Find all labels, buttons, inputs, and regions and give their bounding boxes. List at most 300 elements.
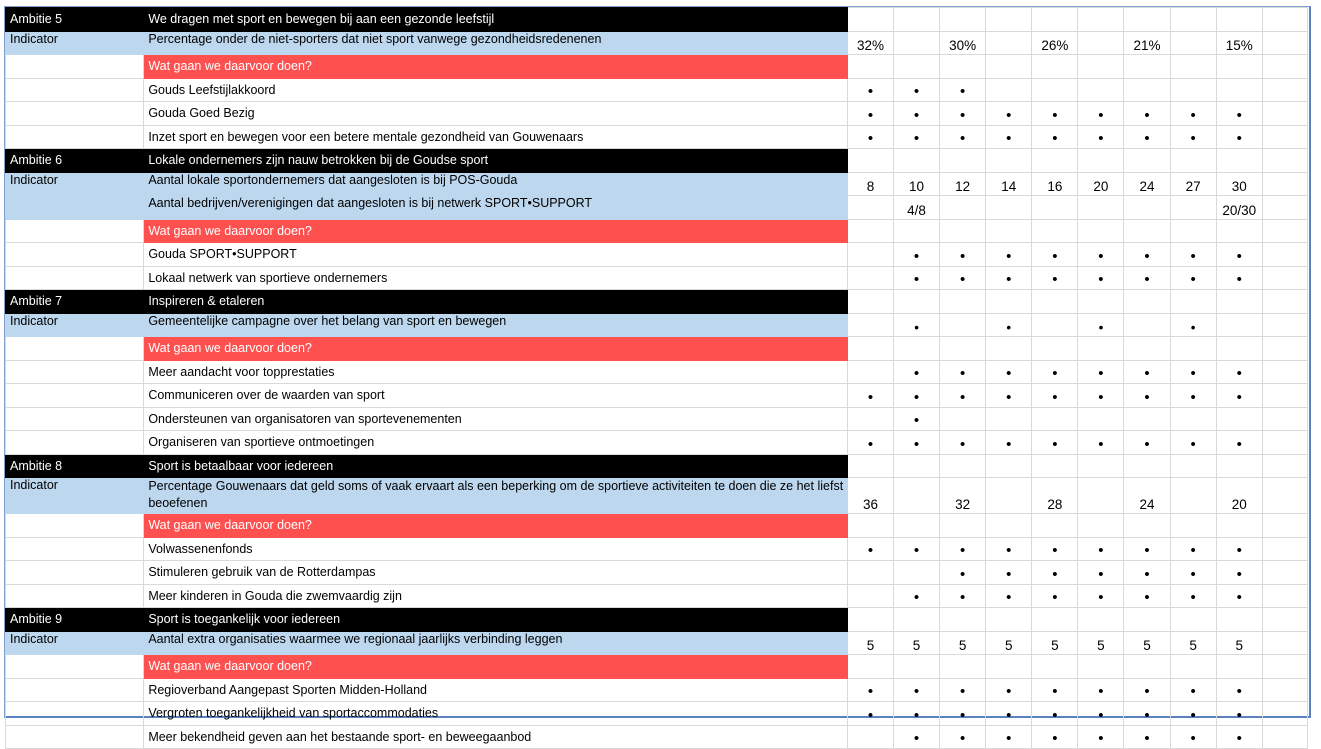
indicator-value[interactable]: 20/30 [1216,196,1262,220]
value-cell[interactable] [1216,407,1262,431]
indicator-value[interactable]: 30% [940,31,986,55]
empty-cell[interactable] [6,431,144,455]
indicator-value[interactable]: • [894,313,940,337]
indicator-value[interactable]: 5 [1170,631,1216,655]
empty-cell[interactable] [1262,407,1307,431]
value-cell[interactable] [986,149,1032,173]
indicator-text[interactable]: Gemeentelijke campagne over het belang van sport en bewegen [144,313,848,337]
bullet-mark[interactable]: • [1078,584,1124,608]
bullet-mark[interactable]: • [986,584,1032,608]
bullet-mark[interactable]: • [1216,678,1262,702]
empty-cell[interactable] [1262,584,1307,608]
value-cell[interactable] [1216,8,1262,32]
bullet-mark[interactable]: • [986,125,1032,149]
bullet-mark[interactable]: • [1124,725,1170,749]
bullet-mark[interactable]: • [894,266,940,290]
bullet-mark[interactable]: • [894,537,940,561]
value-cell[interactable] [894,514,940,538]
value-cell[interactable] [1078,454,1124,478]
empty-cell[interactable] [6,655,144,679]
value-cell[interactable] [986,290,1032,314]
bullet-mark[interactable]: • [1216,243,1262,267]
value-cell[interactable] [986,219,1032,243]
action-text[interactable]: Gouda Goed Bezig [144,102,848,126]
bullet-mark[interactable]: • [986,431,1032,455]
indicator-value[interactable]: 14 [986,172,1032,196]
value-cell[interactable] [1078,337,1124,361]
indicator-value[interactable]: 4/8 [894,196,940,220]
bullet-mark[interactable]: • [1032,431,1078,455]
bullet-mark[interactable]: • [986,678,1032,702]
indicator-text[interactable]: Aantal lokale sportondernemers dat aangesloten is bij POS-Gouda [144,172,848,196]
empty-cell[interactable] [6,219,144,243]
value-cell[interactable] [847,219,893,243]
value-cell[interactable] [1170,219,1216,243]
bullet-mark[interactable]: • [847,125,893,149]
indicator-value[interactable]: 28 [1032,478,1078,514]
empty-cell[interactable] [6,678,144,702]
indicator-value[interactable]: 5 [847,631,893,655]
empty-cell[interactable] [1262,678,1307,702]
bullet-mark[interactable]: • [1078,431,1124,455]
value-cell[interactable] [847,55,893,79]
value-cell[interactable] [1124,454,1170,478]
bullet-mark[interactable]: • [940,431,986,455]
indicator-value[interactable]: 20 [1216,478,1262,514]
value-cell[interactable] [1032,8,1078,32]
value-cell[interactable] [986,55,1032,79]
indicator-value[interactable]: • [1170,313,1216,337]
action-text[interactable]: Gouds Leefstijlakkoord [144,78,848,102]
indicator-value[interactable]: • [1078,313,1124,337]
empty-cell[interactable] [6,725,144,749]
empty-cell[interactable] [1262,655,1307,679]
bullet-mark[interactable]: • [1124,384,1170,408]
value-cell[interactable] [940,219,986,243]
empty-cell[interactable] [1262,78,1307,102]
indicator-value[interactable]: 12 [940,172,986,196]
value-cell[interactable] [1170,149,1216,173]
bullet-mark[interactable]: • [894,102,940,126]
value-cell[interactable] [1216,454,1262,478]
value-cell[interactable] [1216,655,1262,679]
action-header[interactable]: Wat gaan we daarvoor doen? [144,514,848,538]
value-cell[interactable] [1078,8,1124,32]
bullet-mark[interactable]: • [847,537,893,561]
indicator-value[interactable] [1170,31,1216,55]
value-cell[interactable] [894,290,940,314]
empty-cell[interactable] [1262,337,1307,361]
bullet-mark[interactable]: • [847,384,893,408]
bullet-mark[interactable]: • [940,125,986,149]
bullet-mark[interactable]: • [894,360,940,384]
empty-cell[interactable] [6,266,144,290]
value-cell[interactable] [1032,514,1078,538]
bullet-mark[interactable]: • [1170,125,1216,149]
bullet-mark[interactable]: • [940,561,986,585]
action-text[interactable]: Meer kinderen in Gouda die zwemvaardig zijn [144,584,848,608]
bullet-mark[interactable]: • [1124,537,1170,561]
empty-cell[interactable] [6,514,144,538]
bullet-mark[interactable]: • [940,384,986,408]
value-cell[interactable] [847,149,893,173]
empty-cell[interactable] [6,102,144,126]
bullet-mark[interactable]: • [1216,561,1262,585]
action-text[interactable]: Organiseren van sportieve ontmoetingen [144,431,848,455]
indicator-value[interactable]: 15% [1216,31,1262,55]
indicator-value[interactable] [1078,478,1124,514]
value-cell[interactable] [847,8,893,32]
ambitie-label[interactable]: Ambitie 8 [6,454,144,478]
indicator-value[interactable]: 36 [847,478,893,514]
value-cell[interactable] [986,407,1032,431]
value-cell[interactable] [1078,514,1124,538]
bullet-mark[interactable]: • [940,584,986,608]
value-cell[interactable] [847,337,893,361]
empty-cell[interactable] [1262,243,1307,267]
bullet-mark[interactable]: • [1078,561,1124,585]
ambitie-label[interactable]: Ambitie 7 [6,290,144,314]
value-cell[interactable] [1170,8,1216,32]
empty-cell[interactable] [1262,172,1307,196]
bullet-mark[interactable]: • [1170,678,1216,702]
bullet-mark[interactable]: • [940,102,986,126]
bullet-mark[interactable]: • [940,360,986,384]
empty-cell[interactable] [1262,196,1307,220]
empty-cell[interactable] [6,407,144,431]
indicator-value[interactable]: 5 [1124,631,1170,655]
bullet-mark[interactable]: • [847,78,893,102]
value-cell[interactable] [986,8,1032,32]
empty-cell[interactable] [1262,219,1307,243]
empty-cell[interactable] [1262,31,1307,55]
empty-cell[interactable] [6,384,144,408]
bullet-mark[interactable]: • [1078,678,1124,702]
value-cell[interactable] [847,608,893,632]
value-cell[interactable] [894,337,940,361]
bullet-mark[interactable]: • [1170,431,1216,455]
bullet-mark[interactable]: • [894,702,940,726]
value-cell[interactable] [1032,655,1078,679]
ambitie-title[interactable]: Lokale ondernemers zijn nauw betrokken bij de Goudse sport [144,149,848,173]
indicator-value[interactable]: 32% [847,31,893,55]
indicator-label[interactable]: Indicator [6,313,144,337]
indicator-value[interactable]: 27 [1170,172,1216,196]
value-cell[interactable] [894,55,940,79]
empty-cell[interactable] [1262,514,1307,538]
value-cell[interactable] [847,725,893,749]
indicator-value[interactable] [986,31,1032,55]
indicator-value[interactable]: 5 [1078,631,1124,655]
ambitie-label[interactable]: Ambitie 6 [6,149,144,173]
empty-cell[interactable] [6,360,144,384]
empty-cell[interactable] [6,243,144,267]
value-cell[interactable] [1078,655,1124,679]
action-text[interactable]: Volwassenenfonds [144,537,848,561]
indicator-value[interactable] [940,313,986,337]
empty-cell[interactable] [1262,290,1307,314]
bullet-mark[interactable]: • [1170,384,1216,408]
bullet-mark[interactable]: • [1124,678,1170,702]
empty-cell[interactable] [1262,454,1307,478]
bullet-mark[interactable]: • [1216,384,1262,408]
bullet-mark[interactable]: • [1170,537,1216,561]
indicator-label[interactable]: Indicator [6,172,144,196]
bullet-mark[interactable]: • [1124,102,1170,126]
bullet-mark[interactable]: • [986,561,1032,585]
value-cell[interactable] [847,243,893,267]
empty-cell[interactable] [1262,431,1307,455]
value-cell[interactable] [940,514,986,538]
value-cell[interactable] [847,360,893,384]
value-cell[interactable] [894,219,940,243]
bullet-mark[interactable]: • [1032,725,1078,749]
bullet-mark[interactable]: • [1032,384,1078,408]
bullet-mark[interactable]: • [1124,584,1170,608]
bullet-mark[interactable]: • [940,266,986,290]
bullet-mark[interactable]: • [1216,360,1262,384]
value-cell[interactable] [1032,149,1078,173]
value-cell[interactable] [847,290,893,314]
value-cell[interactable] [894,8,940,32]
bullet-mark[interactable]: • [1078,384,1124,408]
indicator-value[interactable] [1078,31,1124,55]
value-cell[interactable] [940,337,986,361]
bullet-mark[interactable]: • [1170,561,1216,585]
bullet-mark[interactable]: • [1216,537,1262,561]
empty-cell[interactable] [1262,702,1307,726]
indicator-value[interactable]: 20 [1078,172,1124,196]
bullet-mark[interactable]: • [1124,431,1170,455]
indicator-value[interactable]: 21% [1124,31,1170,55]
bullet-mark[interactable]: • [1170,266,1216,290]
indicator-value[interactable] [847,196,893,220]
bullet-mark[interactable]: • [1078,537,1124,561]
value-cell[interactable] [1170,290,1216,314]
value-cell[interactable] [1124,8,1170,32]
action-text[interactable]: Regioverband Aangepast Sporten Midden-Holland [144,678,848,702]
indicator-value[interactable] [1032,313,1078,337]
value-cell[interactable] [1032,608,1078,632]
bullet-mark[interactable]: • [1078,266,1124,290]
indicator-value[interactable]: 10 [894,172,940,196]
bullet-mark[interactable]: • [986,384,1032,408]
action-text[interactable]: Stimuleren gebruik van de Rotterdampas [144,561,848,585]
value-cell[interactable] [1170,55,1216,79]
bullet-mark[interactable]: • [1216,702,1262,726]
value-cell[interactable] [847,584,893,608]
value-cell[interactable] [1124,290,1170,314]
indicator-value[interactable]: 30 [1216,172,1262,196]
value-cell[interactable] [1170,454,1216,478]
bullet-mark[interactable]: • [1032,702,1078,726]
value-cell[interactable] [940,407,986,431]
bullet-mark[interactable]: • [894,125,940,149]
ambitie-title[interactable]: We dragen met sport en bewegen bij aan een gezonde leefstijl [144,8,848,32]
bullet-mark[interactable]: • [1032,561,1078,585]
empty-cell[interactable] [6,55,144,79]
indicator-text[interactable]: Percentage onder de niet-sporters dat niet sport vanwege gezondheidsredenenen [144,31,848,55]
empty-cell[interactable] [1262,360,1307,384]
action-header[interactable]: Wat gaan we daarvoor doen? [144,55,848,79]
value-cell[interactable] [847,514,893,538]
bullet-mark[interactable]: • [1170,102,1216,126]
value-cell[interactable] [1124,337,1170,361]
value-cell[interactable] [1170,407,1216,431]
empty-cell[interactable] [6,561,144,585]
indicator-value[interactable]: • [986,313,1032,337]
ambitie-title[interactable]: Sport is betaalbaar voor iedereen [144,454,848,478]
value-cell[interactable] [1124,55,1170,79]
empty-cell[interactable] [1262,8,1307,32]
bullet-mark[interactable]: • [894,725,940,749]
indicator-value[interactable] [1032,196,1078,220]
value-cell[interactable] [894,655,940,679]
bullet-mark[interactable]: • [894,243,940,267]
bullet-mark[interactable]: • [1032,360,1078,384]
value-cell[interactable] [940,290,986,314]
value-cell[interactable] [847,454,893,478]
bullet-mark[interactable]: • [1124,561,1170,585]
action-text[interactable]: Gouda SPORT•SUPPORT [144,243,848,267]
indicator-value[interactable]: 5 [940,631,986,655]
bullet-mark[interactable]: • [1078,702,1124,726]
value-cell[interactable] [1216,219,1262,243]
value-cell[interactable] [894,608,940,632]
value-cell[interactable] [1124,514,1170,538]
action-text[interactable]: Communiceren over de waarden van sport [144,384,848,408]
bullet-mark[interactable]: • [1032,125,1078,149]
indicator-value[interactable]: 24 [1124,478,1170,514]
value-cell[interactable] [986,454,1032,478]
value-cell[interactable] [894,561,940,585]
bullet-mark[interactable]: • [894,431,940,455]
bullet-mark[interactable]: • [940,702,986,726]
indicator-value[interactable] [1216,313,1262,337]
bullet-mark[interactable]: • [1032,584,1078,608]
bullet-mark[interactable]: • [1216,725,1262,749]
ambitie-label[interactable]: Ambitie 5 [6,8,144,32]
bullet-mark[interactable]: • [940,678,986,702]
indicator-label[interactable]: Indicator [6,478,144,514]
empty-cell[interactable] [1262,561,1307,585]
indicator-value[interactable] [1124,196,1170,220]
bullet-mark[interactable]: • [940,243,986,267]
value-cell[interactable] [1170,337,1216,361]
indicator-text[interactable]: Percentage Gouwenaars dat geld soms of vaak ervaart als een beperking om de sportieve activiteiten te doen die ze het liefst beoefenen [144,478,848,514]
indicator-value[interactable] [894,478,940,514]
empty-cell[interactable] [6,337,144,361]
bullet-mark[interactable]: • [986,702,1032,726]
bullet-mark[interactable]: • [1216,102,1262,126]
empty-cell[interactable] [1262,313,1307,337]
action-text[interactable]: Lokaal netwerk van sportieve ondernemers [144,266,848,290]
value-cell[interactable] [986,514,1032,538]
indicator-label[interactable] [6,196,144,220]
indicator-value[interactable] [1124,313,1170,337]
empty-cell[interactable] [1262,537,1307,561]
indicator-value[interactable] [986,478,1032,514]
empty-cell[interactable] [1262,102,1307,126]
action-text[interactable]: Vergroten toegankelijkheid van sportaccommodaties [144,702,848,726]
value-cell[interactable] [940,454,986,478]
bullet-mark[interactable]: • [847,431,893,455]
indicator-value[interactable] [847,313,893,337]
value-cell[interactable] [847,407,893,431]
value-cell[interactable] [1032,55,1078,79]
bullet-mark[interactable]: • [894,584,940,608]
bullet-mark[interactable]: • [986,266,1032,290]
indicator-value[interactable]: 26% [1032,31,1078,55]
indicator-value[interactable]: 16 [1032,172,1078,196]
bullet-mark[interactable]: • [986,360,1032,384]
indicator-value[interactable] [1170,478,1216,514]
value-cell[interactable] [1124,219,1170,243]
value-cell[interactable] [1124,655,1170,679]
indicator-value[interactable]: 24 [1124,172,1170,196]
action-text[interactable]: Meer bekendheid geven aan het bestaande sport- en beweegaanbod [144,725,848,749]
value-cell[interactable] [940,149,986,173]
bullet-mark[interactable]: • [894,407,940,431]
value-cell[interactable] [847,655,893,679]
bullet-mark[interactable]: • [1124,702,1170,726]
empty-cell[interactable] [6,125,144,149]
value-cell[interactable] [1032,290,1078,314]
value-cell[interactable] [1216,608,1262,632]
empty-cell[interactable] [1262,478,1307,514]
value-cell[interactable] [1216,337,1262,361]
indicator-value[interactable]: 32 [940,478,986,514]
bullet-mark[interactable]: • [894,384,940,408]
empty-cell[interactable] [1262,125,1307,149]
indicator-label[interactable]: Indicator [6,31,144,55]
value-cell[interactable] [1124,608,1170,632]
indicator-value[interactable] [986,196,1032,220]
bullet-mark[interactable]: • [847,102,893,126]
value-cell[interactable] [1216,290,1262,314]
value-cell[interactable] [1216,78,1262,102]
value-cell[interactable] [940,55,986,79]
value-cell[interactable] [1032,219,1078,243]
bullet-mark[interactable]: • [1124,125,1170,149]
empty-cell[interactable] [6,584,144,608]
bullet-mark[interactable]: • [1170,725,1216,749]
indicator-value[interactable]: 5 [986,631,1032,655]
value-cell[interactable] [1078,78,1124,102]
indicator-value[interactable] [1078,196,1124,220]
value-cell[interactable] [1216,514,1262,538]
value-cell[interactable] [986,608,1032,632]
value-cell[interactable] [1170,514,1216,538]
bullet-mark[interactable]: • [1032,266,1078,290]
value-cell[interactable] [1078,219,1124,243]
bullet-mark[interactable]: • [986,243,1032,267]
bullet-mark[interactable]: • [1078,125,1124,149]
bullet-mark[interactable]: • [1170,243,1216,267]
action-header[interactable]: Wat gaan we daarvoor doen? [144,219,848,243]
bullet-mark[interactable]: • [894,678,940,702]
action-text[interactable]: Inzet sport en bewegen voor een betere mentale gezondheid van Gouwenaars [144,125,848,149]
bullet-mark[interactable]: • [1078,102,1124,126]
value-cell[interactable] [1078,407,1124,431]
value-cell[interactable] [1216,55,1262,79]
value-cell[interactable] [1078,608,1124,632]
value-cell[interactable] [847,561,893,585]
ambitie-title[interactable]: Sport is toegankelijk voor iedereen [144,608,848,632]
value-cell[interactable] [1124,149,1170,173]
value-cell[interactable] [1078,149,1124,173]
value-cell[interactable] [1032,337,1078,361]
